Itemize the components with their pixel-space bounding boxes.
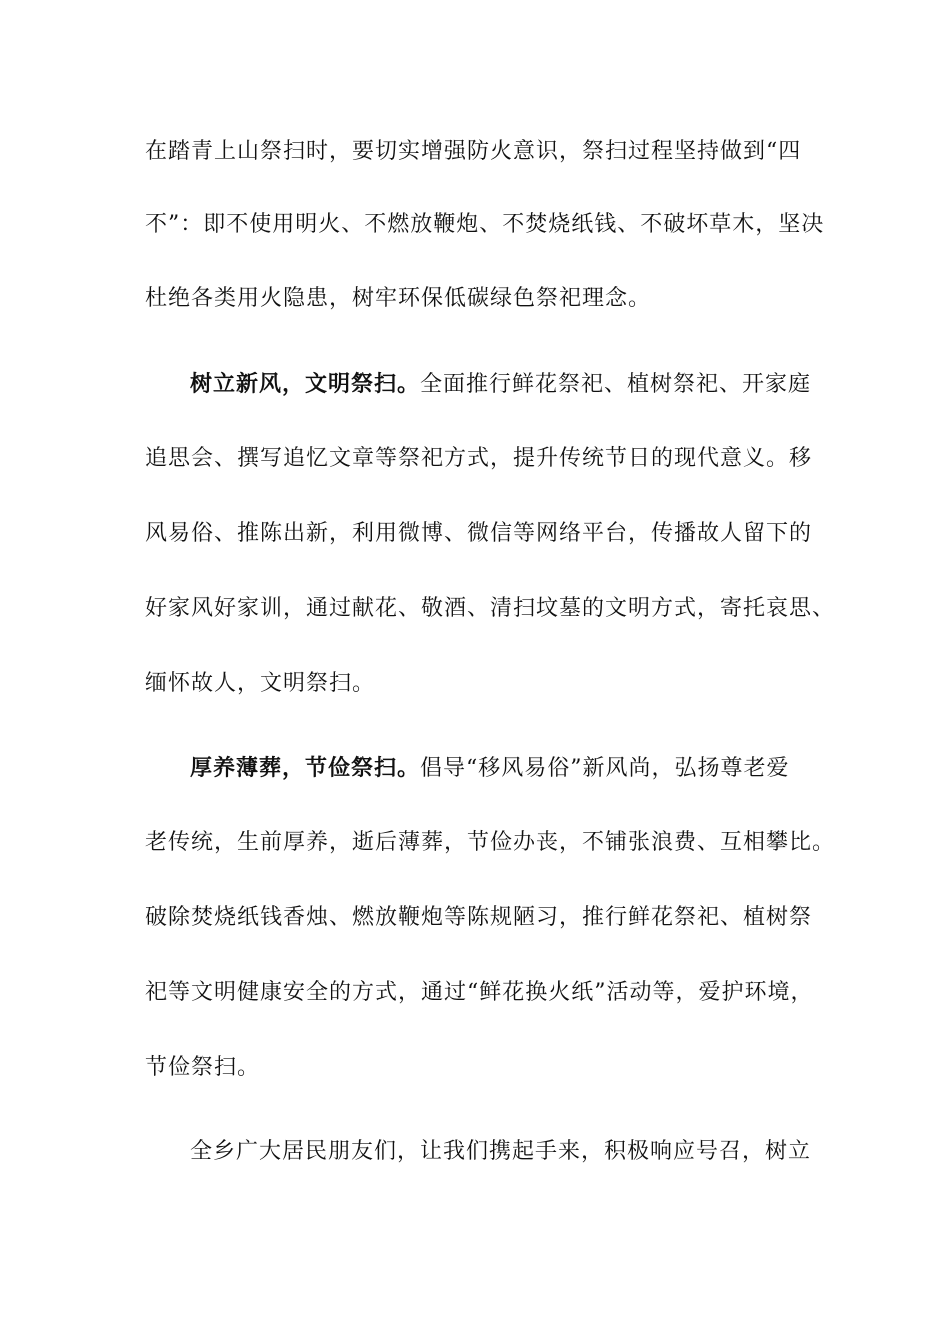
paragraph-1-line-2: 不”：即不使用明火、不燃放鞭炮、不焚烧纸钱、不破坏草木，坚决 [145,212,825,237]
paragraph-2-first-line-text: 全面推行鲜花祭祀、植树祭祀、开家庭 [420,372,812,397]
paragraph-2-line-5: 缅怀故人，文明祭扫。 [145,671,376,696]
paragraph-3-first-line-text: 倡导“移风易俗”新风尚，弘扬尊老爱 [420,756,790,781]
paragraph-3-line-2: 老传统，生前厚养，逝后薄葬，节俭办丧，不铺张浪费、互相攀比。 [145,830,836,855]
paragraph-2-line-4: 好家风好家训，通过献花、敬酒、清扫坟墓的文明方式，寄托哀思、 [145,596,836,621]
paragraph-2-line-2: 追思会、撰写追忆文章等祭祀方式，提升传统节日的现代意义。移 [145,446,813,471]
paragraph-3-line-3: 破除焚烧纸钱香烛、燃放鞭炮等陈规陋习，推行鲜花祭祀、植树祭 [145,905,813,930]
paragraph-2-heading: 树立新风，文明祭扫。 [190,371,421,397]
paragraph-3-heading: 厚养薄葬，节俭祭扫。 [190,755,421,781]
paragraph-3-line-4: 祀等文明健康安全的方式，通过“鲜花换火纸”活动等，爱护环境， [145,980,814,1005]
paragraph-4-line-1: 全乡广大居民朋友们，让我们携起手来，积极响应号召，树立 [190,1139,812,1164]
paragraph-1-line-3: 杜绝各类用火隐患，树牢环保低碳绿色祭祀理念。 [145,286,652,311]
paragraph-2-line-3: 风易俗、推陈出新，利用微博、微信等网络平台，传播故人留下的 [145,521,813,546]
paragraph-2-line-1 [190,369,815,400]
paragraph-3-line-1 [190,753,815,784]
paragraph-3-line-5: 节俭祭扫。 [145,1055,261,1080]
paragraph-1-line-1: 在踏青上山祭扫时，要切实增强防火意识，祭扫过程坚持做到“四 [145,139,802,164]
